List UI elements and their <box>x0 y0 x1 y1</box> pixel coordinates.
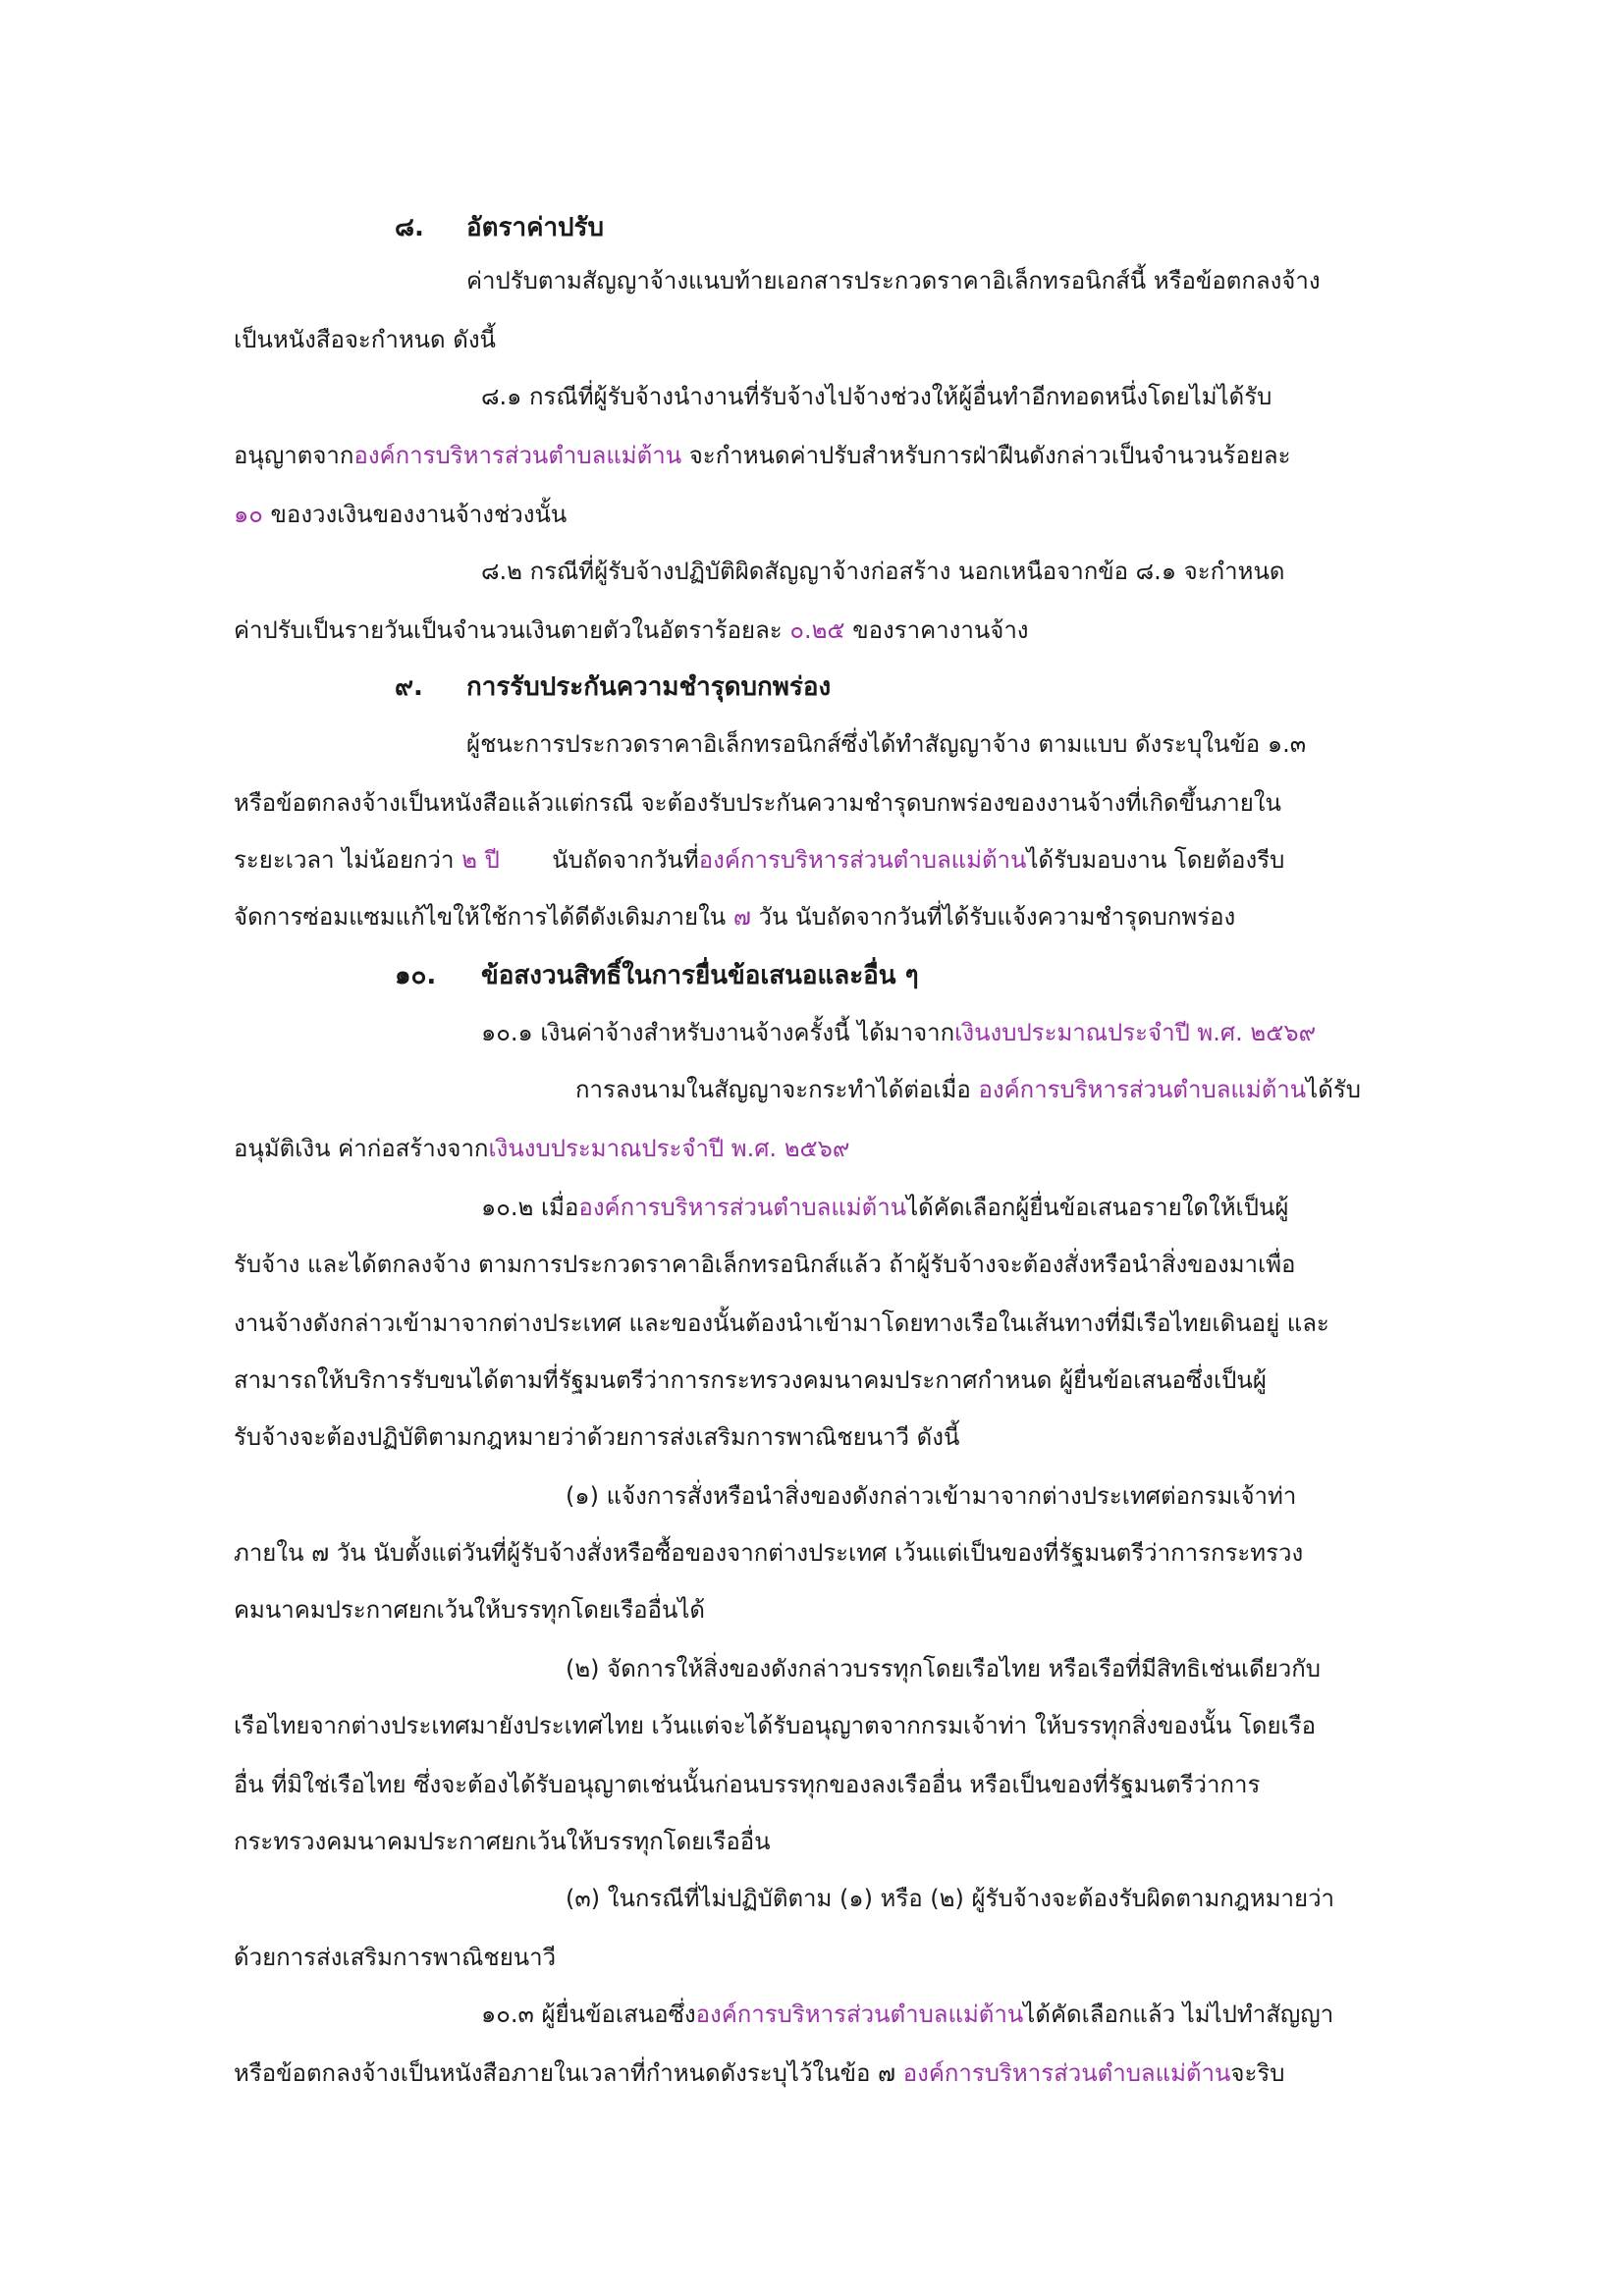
text-run: วัน นับถัดจากวันที่ได้รับแจ้งความชำรุดบกพร่อง <box>750 903 1236 931</box>
section-10-number: ๑๐. <box>395 961 437 990</box>
text-run: จะกำหนดค่าปรับสำหรับการฝ่าฝืนดังกล่าวเป็นจำนวนร้อยละ <box>681 442 1291 469</box>
subitem-2-line: อื่น ที่มิใช่เรือไทย ซึ่งจะต้องได้รับอนุญาตเช่นนั้นก่อนบรรทุกของลงเรืออื่น หรือเป็นของที่รัฐมนตรีว่าการ <box>234 1771 1261 1798</box>
text-run: ได้รับมอบงาน โดยต้องรีบ <box>1026 846 1285 874</box>
subitem-2-line: (๒) จัดการให้สิ่งของดังกล่าวบรรทุกโดยเรือไทย หรือเรือที่มีสิทธิเช่นเดียวกับ <box>566 1655 1322 1682</box>
item-10-2-line: รับจ้าง และได้ตกลงจ้าง ตามการประกวดราคาอิเล็กทรอนิกส์แล้ว ถ้าผู้รับจ้างจะต้องสั่งหรือนำสิ่งของมาเพื่อ <box>234 1251 1296 1278</box>
text-run: ได้คัดเลือกผู้ยื่นข้อเสนอรายใดให้เป็นผู้ <box>906 1194 1289 1221</box>
text-run: ของวงเงินของงานจ้างช่วงนั้น <box>262 501 568 528</box>
item-10-2-line: รับจ้างจะต้องปฏิบัติตามกฎหมายว่าด้วยการส่งเสริมการพาณิชยนาวี ดังนี้ <box>234 1423 960 1451</box>
org-name-highlight: องค์การบริหารส่วนตำบลแม่ต้าน <box>578 1194 907 1221</box>
item-8-2-line <box>234 611 1029 650</box>
days-highlight: ๗ <box>732 903 751 931</box>
text-run: จะริบ <box>1230 2059 1285 2087</box>
org-name-highlight: องค์การบริหารส่วนตำบลแม่ต้าน <box>698 846 1027 874</box>
text-run: ได้คัดเลือกแล้ว ไม่ไปทำสัญญา <box>1023 2001 1334 2028</box>
section-9-title: การรับประกันความชำรุดบกพร่อง <box>466 672 832 702</box>
text-run: ของราคางานจ้าง <box>844 616 1029 644</box>
subitem-1-line: (๑) แจ้งการสั่งหรือนำสิ่งของดังกล่าวเข้ามาจากต่างประเทศต่อกรมเจ้าท่า <box>566 1482 1297 1510</box>
item-8-1-line: ๘.๑ กรณีที่ผู้รับจ้างนำงานที่รับจ้างไปจ้างช่วงให้ผู้อื่นทำอีกทอดหนึ่งโดยไม่ได้รับ <box>481 383 1272 410</box>
text-run: ค่าปรับเป็นรายวันเป็นจำนวนเงินตายตัวในอัตราร้อยละ <box>234 616 790 644</box>
item-10-1-line <box>234 1129 849 1168</box>
text-run: หรือข้อตกลงจ้างเป็นหนังสือภายในเวลาที่กำหนดดังระบุไว้ในข้อ ๗ <box>234 2059 903 2087</box>
text-run: การลงนามในสัญญาจะกระทำได้ต่อเมื่อ <box>575 1076 979 1103</box>
text-run: ได้รับ <box>1306 1076 1361 1103</box>
org-name-highlight: องค์การบริหารส่วนตำบลแม่ต้าน <box>978 1076 1307 1103</box>
subitem-1-line: ภายใน ๗ วัน นับตั้งแต่วันที่ผู้รับจ้างสั่งหรือซื้อของจากต่างประเทศ เว้นแต่เป็นของที่รัฐมนตรีว่าการกระทรวง <box>234 1539 1304 1567</box>
org-name-highlight: องค์การบริหารส่วนตำบลแม่ต้าน <box>695 2001 1024 2028</box>
item-10-2-line <box>481 1188 1288 1227</box>
text-run: จัดการซ่อมแซมแก้ไขให้ใช้การได้ดีดังเดิมภายใน <box>234 903 733 931</box>
text-run: อนุมัติเงิน ค่าก่อสร้างจาก <box>234 1135 489 1162</box>
section-8-title: อัตราค่าปรับ <box>466 213 605 242</box>
subitem-2-line: เรือไทยจากต่างประเทศมายังประเทศไทย เว้นแต่จะได้รับอนุญาตจากกรมเจ้าท่า ให้บรรทุกสิ่งของนั้น โดยเรือ <box>234 1712 1317 1739</box>
item-10-2-line: งานจ้างดังกล่าวเข้ามาจากต่างประเทศ และของนั้นต้องนำเข้ามาโดยทางเรือในเส้นทางที่มีเรือไทยเดินอยู่ และ <box>234 1309 1329 1337</box>
subitem-3-line: ด้วยการส่งเสริมการพาณิชยนาวี <box>234 1944 557 1971</box>
paragraph-line: หรือข้อตกลงจ้างเป็นหนังสือแล้วแต่กรณี จะต้องรับประกันความชำรุดบกพร่องของงานจ้างที่เกิดขึ้นภายใน <box>234 789 1281 817</box>
percent-highlight: ๑๐ <box>234 501 263 528</box>
text-run: อนุญาตจาก <box>234 442 354 469</box>
subitem-3-line: (๓) ในกรณีที่ไม่ปฏิบัติตาม (๑) หรือ (๒) ผู้รับจ้างจะต้องรับผิดตามกฎหมายว่า <box>566 1885 1335 1912</box>
paragraph-line: เป็นหนังสือจะกำหนด ดังนี้ <box>234 326 496 353</box>
text-run: ๑๐.๑ เงินค่าจ้างสำหรับงานจ้างครั้งนี้ ได้มาจาก <box>481 1019 955 1046</box>
item-8-1-line <box>234 495 567 534</box>
paragraph-line <box>234 897 1235 936</box>
budget-highlight: เงินงบประมาณประจำปี พ.ศ. ๒๕๖๙ <box>488 1135 850 1162</box>
item-10-1-line <box>481 1013 1316 1052</box>
item-8-1-line <box>234 436 1291 475</box>
section-9-number: ๙. <box>395 672 423 702</box>
budget-highlight: เงินงบประมาณประจำปี พ.ศ. ๒๕๖๙ <box>954 1019 1317 1046</box>
item-8-2-line: ๘.๒ กรณีที่ผู้รับจ้างปฏิบัติผิดสัญญาจ้างก่อสร้าง นอกเหนือจากข้อ ๘.๑ จะกำหนด <box>481 558 1285 585</box>
org-name-highlight: องค์การบริหารส่วนตำบลแม่ต้าน <box>353 442 682 469</box>
item-10-3-line <box>481 1995 1333 2034</box>
org-name-highlight: องค์การบริหารส่วนตำบลแม่ต้าน <box>902 2059 1231 2087</box>
item-10-2-line: สามารถให้บริการรับขนได้ตามที่รัฐมนตรีว่าการกระทรวงคมนาคมประกาศกำหนด ผู้ยื่นข้อเสนอซึ่งเป็นผู้ <box>234 1366 1267 1394</box>
paragraph-line: ผู้ชนะการประกวดราคาอิเล็กทรอนิกส์ซึ่งได้ทำสัญญาจ้าง ตามแบบ ดังระบุในข้อ ๑.๓ <box>466 730 1307 758</box>
text-run: นับถัดจากวันที่ <box>499 846 699 874</box>
period-highlight: ๒ ปี <box>461 846 500 874</box>
section-8-number: ๘. <box>395 213 424 242</box>
paragraph-line: ค่าปรับตามสัญญาจ้างแนบท้ายเอกสารประกวดราคาอิเล็กทรอนิกส์นี้ หรือข้อตกลงจ้าง <box>466 267 1321 294</box>
section-10-title: ข้อสงวนสิทธิ์ในการยื่นข้อเสนอและอื่น ๆ <box>481 961 919 990</box>
subitem-2-line: กระทรวงคมนาคมประกาศยกเว้นให้บรรทุกโดยเรืออื่น <box>234 1828 771 1855</box>
item-10-1-line <box>575 1070 1361 1109</box>
paragraph-line <box>234 840 1284 880</box>
rate-highlight: ๐.๒๕ <box>789 616 845 644</box>
subitem-1-line: คมนาคมประกาศยกเว้นให้บรรทุกโดยเรืออื่นได้ <box>234 1596 705 1624</box>
text-run: ๑๐.๒ เมื่อ <box>481 1194 579 1221</box>
text-run: ๑๐.๓ ผู้ยื่นข้อเสนอซึ่ง <box>481 2001 696 2028</box>
item-10-3-line <box>234 2054 1284 2093</box>
text-run: ระยะเวลา ไม่น้อยกว่า <box>234 846 462 874</box>
